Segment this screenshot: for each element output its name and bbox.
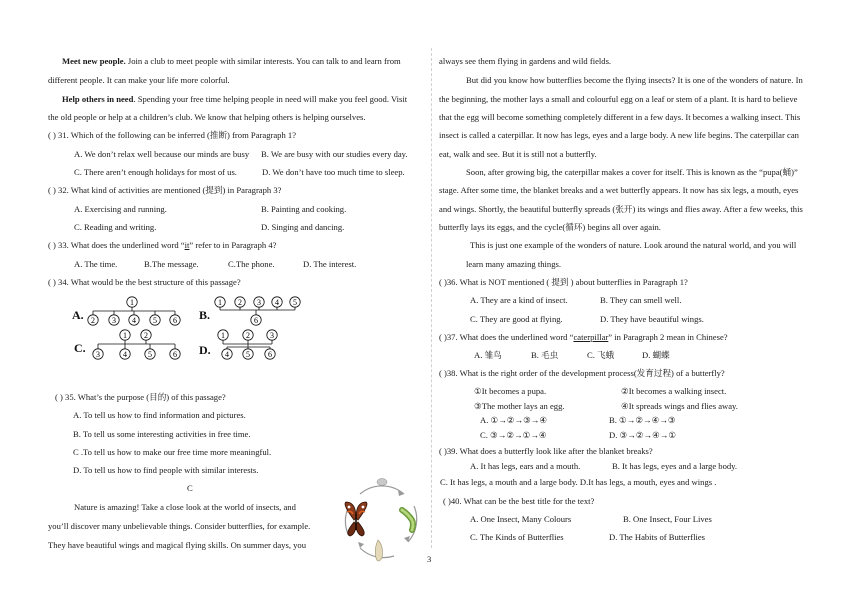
passage-right-line9: and wings. Shortly, the beautiful butterfly spreads (张开) its wings and flies away. After a few weeks, this [439, 204, 803, 214]
diagram-node-label: 3 [112, 316, 116, 325]
paragraph-text: Join a club to meet people with similar interests. You can talk to and learn from [125, 56, 401, 66]
question-36: ( )36. What is NOT mentioned ( 提到 ) about butterflies in Paragraph 1? [439, 277, 688, 287]
question-33 [48, 240, 276, 251]
paragraph-title: Help others in need [62, 94, 134, 104]
diagram-label-c: C. [74, 341, 86, 355]
q39-option-a: A. It has legs, ears and a mouth. [470, 461, 581, 471]
passage-right-line11: This is just one example of the wonders of nature. Look around the natural world, and you will [470, 240, 797, 250]
q38-option-b: B. ①→②→④→③ [609, 415, 676, 425]
q31-option-c: C. There aren’t enough holidays for most of us. [74, 167, 237, 177]
question-39: ( )39. What does a butterfly look like after the blanket breaks? [439, 446, 653, 456]
butterfly-life-cycle-illustration [338, 474, 426, 566]
q37-option-a: A. 雏鸟 [474, 350, 502, 360]
passage-right-line12: learn many amazing things. [466, 259, 561, 269]
q40-option-c: C. The Kinds of Butterflies [470, 532, 564, 542]
q35-option-a: A. To tell us how to find information and pictures. [73, 410, 246, 420]
q33-option-c: C.The phone. [228, 259, 275, 269]
egg-icon [377, 479, 387, 486]
q33-option-b: B.The message. [144, 259, 199, 269]
q40-option-d: D. The Habits of Butterflies [609, 532, 706, 542]
passage-c-line1: Nature is amazing! Take a close look at the world of insects, and [74, 502, 296, 512]
q39-option-b: B. It has legs, eyes and a large body. [612, 461, 738, 471]
q32-option-d: D. Singing and dancing. [261, 222, 345, 232]
q38-option-c: C. ③→②→①→④ [480, 430, 547, 440]
q37-text: ( )37. What does the underlined word “ [439, 332, 574, 342]
paragraph-text: . Spending your free time helping people in need will make you feel good. Visit [133, 94, 408, 104]
q40-option-b: B. One Insect, Four Lives [623, 514, 712, 524]
q38-option-a: A. ①→②→③→④ [480, 415, 548, 425]
diagram-node-label: 1 [130, 298, 134, 307]
caterpillar-icon [402, 510, 413, 530]
question-40: ( )40. What can be the best title for the text? [443, 496, 595, 506]
passage-c-line2: you’ll discover many unbelievable things. Consider butterflies, for example. [48, 521, 311, 531]
q38-option-d: D. ③→②→④→① [609, 430, 677, 440]
diagram-node-label: 5 [246, 350, 250, 359]
q31-option-d: D. We don’t have too much time to sleep. [262, 167, 405, 177]
diagram-node-label: 5 [153, 316, 157, 325]
question-38: ( )38. What is the right order of the development process(发育过程) of a butterfly? [439, 368, 725, 378]
q31-option-b: B. We are busy with our studies every day. [261, 149, 408, 159]
diagram-node-label: 4 [123, 350, 127, 359]
passage-right-line4: that the egg will become something completely different in a few days. It becomes a walking insect. This [439, 112, 801, 122]
q36-option-d: D. They have beautiful wings. [600, 314, 704, 324]
passage-right-line10: butterfly lays its eggs, and the cycle(循环) begins all over again. [439, 222, 661, 232]
q36-option-c: C. They are good at flying. [470, 314, 563, 324]
diagram-node-label: 5 [148, 350, 152, 359]
question-34: ( ) 34. What would be the best structure of this passage? [48, 277, 241, 287]
q37-option-b: B. 毛虫 [531, 350, 559, 360]
diagram-label-b: B. [199, 308, 211, 322]
diagram-node-label: 5 [293, 298, 297, 307]
diagram-node-label: 2 [144, 331, 148, 340]
diagram-node-label: 1 [221, 331, 225, 340]
q32-option-b: B. Painting and cooking. [261, 204, 347, 214]
q32-option-a: A. Exercising and running. [74, 204, 167, 214]
diagram-node-label: 6 [254, 316, 258, 325]
question-31: ( ) 31. Which of the following can be inferred (推断) from Paragraph 1? [48, 130, 297, 140]
q33-text: ” refer to in Paragraph 4? [189, 240, 277, 250]
q38-step-4: ④It spreads wings and flies away. [621, 401, 738, 411]
diagram-node-label: 2 [246, 331, 250, 340]
q39-option-c-d: C. It has legs, a mouth and a large body. D.It has legs, a mouth, eyes and wings . [440, 477, 717, 487]
passage-right-line5: insect is called a caterpillar. It now has legs, eyes and a large body. A new life begins. The caterpillar can [439, 130, 799, 140]
q36-option-b: B. They can smell well. [600, 295, 682, 305]
q37-option-c: C. 飞蛾 [587, 350, 615, 360]
passage-right-line8: stage. After some time, the blanket breaks and a wet butterfly appears. It now has six legs, a mouth, eyes [439, 185, 799, 195]
q38-step-1: ①It becomes a pupa. [474, 386, 547, 396]
diagram-node-label: 6 [268, 350, 272, 359]
diagram-node-label: 6 [173, 350, 177, 359]
diagram-node-label: 4 [225, 350, 229, 359]
q37-option-d: D. 蝴蝶 [642, 350, 670, 360]
question-35: ( ) 35. What’s the purpose (目的) of this passage? [55, 392, 226, 402]
butterfly-icon [345, 502, 367, 536]
q33-underlined-word: it [184, 240, 190, 250]
q36-option-a: A. They are a kind of insect. [470, 295, 568, 305]
question-32: ( ) 32. What kind of activities are mentioned (提到) in Paragraph 3? [48, 185, 282, 195]
passage-right-line2: But did you know how butterflies become the flying insects? It is one of the wonders of nature. In [466, 75, 803, 85]
passage-right-line1: always see them flying in gardens and wild fields. [439, 56, 612, 66]
q31-option-a: A. We don’t relax well because our minds are busy [74, 149, 250, 159]
section-heading-c: C [187, 483, 193, 493]
passage-right-line6: eat, walk and see. But it is still not a butterfly. [439, 149, 597, 159]
q38-step-2: ②It becomes a walking insect. [621, 386, 727, 396]
diagram-node-label: 6 [173, 316, 177, 325]
q33-option-a: A. The time. [74, 259, 118, 269]
paragraph-meet-people-line1 [62, 56, 401, 67]
q33-option-d: D. The interest. [303, 259, 357, 269]
question-37 [439, 332, 728, 343]
q38-step-3: ③The mother lays an egg. [474, 401, 565, 411]
diagram-nodes [88, 297, 300, 359]
diagram-node-label: 1 [218, 298, 222, 307]
paragraph-meet-people-line2: different people. It can make your life more colorful. [48, 75, 230, 85]
pupa-icon [375, 540, 382, 561]
diagram-node-label: 3 [257, 298, 261, 307]
passage-right-line3: the beginning, the mother lays a small and colourful egg on a leaf or stem of a plant. It is hard to believe [439, 94, 798, 104]
q32-option-c: C. Reading and writing. [74, 222, 157, 232]
diagram-node-label: 4 [275, 298, 279, 307]
paragraph-help-others-line2: the old people or help at a children’s club. We know that helping others is helping ourselves. [48, 112, 366, 122]
q37-text: ” in Paragraph 2 mean in Chinese? [608, 332, 728, 342]
passage-right-line7: Soon, after growing big, the caterpillar makes a cover for itself. This is known as the “pupa(蛹)” [466, 167, 798, 177]
q33-text: ( ) 33. What does the underlined word “ [48, 240, 185, 250]
diagram-node-label: 4 [132, 316, 136, 325]
q37-underlined-word: caterpillar [573, 332, 609, 342]
structure-diagrams [70, 294, 330, 362]
diagram-label-a: A. [72, 308, 84, 322]
diagram-node-label: 2 [238, 298, 242, 307]
diagram-node-label: 3 [270, 331, 274, 340]
q35-option-b: B. To tell us some interesting activities in free time. [73, 429, 251, 439]
diagram-node-label: 3 [96, 350, 100, 359]
column-divider [431, 48, 432, 548]
passage-c-line3: They have beautiful wings and magical flying skills. On summer days, you [48, 540, 307, 550]
page-number: 3 [427, 554, 432, 564]
diagram-label-d: D. [199, 343, 211, 357]
q35-option-c: C .To tell us how to make our free time more meaningful. [73, 447, 272, 457]
diagram-node-label: 2 [91, 316, 95, 325]
q40-option-a: A. One Insect, Many Colours [470, 514, 572, 524]
paragraph-help-others-line1 [62, 94, 407, 105]
diagram-node-label: 1 [123, 331, 127, 340]
paragraph-title: Meet new people. [62, 56, 126, 66]
q35-option-d: D. To tell us how to find people with similar interests. [73, 465, 259, 475]
